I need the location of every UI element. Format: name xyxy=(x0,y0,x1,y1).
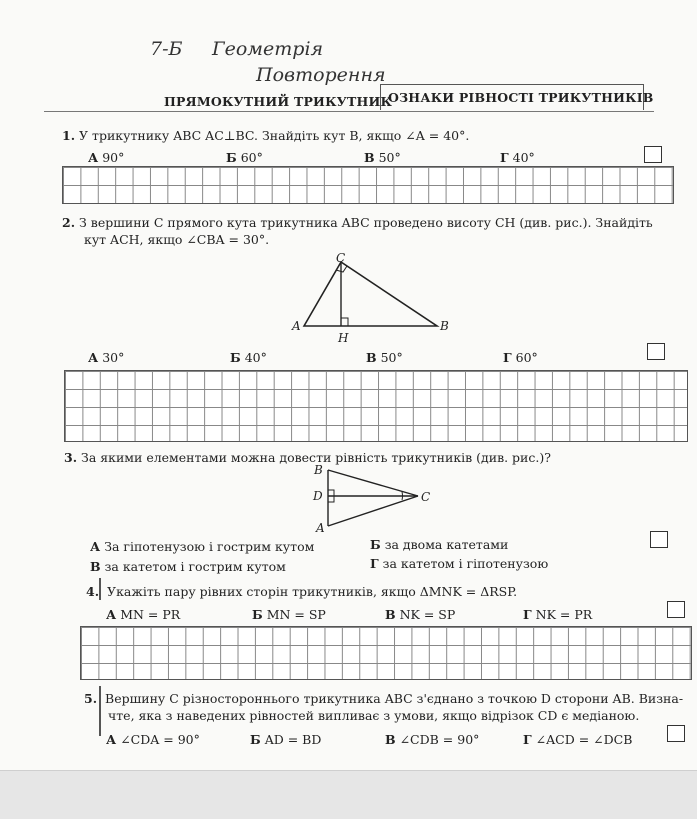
q1-option-d xyxy=(500,150,535,165)
q5-option-d-text: ∠ACD = ∠DCB xyxy=(535,732,633,747)
q3-option-c xyxy=(90,559,286,574)
q5-option-b-text: AD = BD xyxy=(264,732,322,747)
q1-option-a-letter: А xyxy=(88,150,99,165)
q5-option-c-letter: В xyxy=(385,732,396,747)
q5-option-a-letter: А xyxy=(106,732,117,747)
q4-option-a-text: MN = PR xyxy=(120,607,181,622)
question-3-text: За якими елементами можна довести рівність трикутників (див. рис.)? xyxy=(81,450,551,465)
q4-option-d-text: NK = PR xyxy=(535,607,593,622)
q3-answer-box[interactable] xyxy=(650,531,668,548)
question-4-text: Укажіть пару рівних сторін трикутників, якщо ΔMNK = ΔRSP. xyxy=(107,584,518,599)
q3-option-b-letter: Б xyxy=(370,537,381,552)
q1-option-b-letter: Б xyxy=(226,150,237,165)
q4-work-grid[interactable] xyxy=(80,626,692,680)
question-2-text-line2: кут ACH, якщо ∠CBA = 30°. xyxy=(84,232,270,247)
q4-option-b-letter: Б xyxy=(252,607,263,622)
q5-option-c-text: ∠CDB = 90° xyxy=(399,732,480,747)
question-4-number: 4. xyxy=(86,584,100,599)
q2-option-d-letter: Г xyxy=(503,350,512,365)
q2-option-b-letter: Б xyxy=(230,350,241,365)
q2-answer-box[interactable] xyxy=(647,343,665,360)
q5-option-b xyxy=(250,732,321,747)
q2-label-b: B xyxy=(440,319,449,333)
question-2-number: 2. xyxy=(62,215,76,230)
q5-answer-box[interactable] xyxy=(667,725,685,742)
q3-triangles-figure xyxy=(310,462,440,536)
q3-right-angle-1 xyxy=(328,490,334,496)
handwritten-subject: Геометрія xyxy=(212,38,324,60)
question-1-number: 1. xyxy=(62,128,76,143)
scan-bottom-band xyxy=(0,771,697,819)
q3-option-a-letter: А xyxy=(90,539,101,554)
header-right-title: ОЗНАКИ РІВНОСТІ ТРИКУТНИКІВ xyxy=(388,90,654,105)
q2-triangle xyxy=(304,262,437,326)
q2-option-a-letter: А xyxy=(88,350,99,365)
q1-answer-box[interactable] xyxy=(644,146,662,163)
q4-answer-box[interactable] xyxy=(667,601,685,618)
q5-option-d-letter: Г xyxy=(523,732,532,747)
q1-option-c xyxy=(364,150,401,165)
handwritten-topic: Повторення xyxy=(256,64,386,86)
question-1-text: У трикутнику ABC AC⊥BC. Знайдіть кут B, якщо ∠A = 40°. xyxy=(79,128,470,143)
q4-option-a-letter: А xyxy=(106,607,117,622)
question-3 xyxy=(64,449,551,466)
q1-option-a xyxy=(88,150,124,165)
header-rule xyxy=(44,111,654,112)
q4-option-d xyxy=(523,607,592,622)
q5-option-a-text: ∠CDA = 90° xyxy=(120,732,200,747)
q1-option-c-letter: В xyxy=(364,150,375,165)
q2-option-c xyxy=(366,350,403,365)
q3-label-b: B xyxy=(314,463,323,477)
q2-option-c-text: 50° xyxy=(380,350,403,365)
q3-angle-arc xyxy=(402,492,403,500)
q5-option-d xyxy=(523,732,632,747)
q4-option-d-letter: Г xyxy=(523,607,532,622)
question-5-text-line1: Вершину C різностороннього трикутника ABC з'єднано з точкою D сторони AB. Визна- xyxy=(105,691,684,706)
q1-option-c-text: 50° xyxy=(378,150,401,165)
q4-option-c-letter: В xyxy=(385,607,396,622)
q2-option-c-letter: В xyxy=(366,350,377,365)
q3-segment-ac xyxy=(328,496,418,526)
q3-label-a: A xyxy=(316,521,325,535)
q4-option-c xyxy=(385,607,455,622)
q2-label-a: A xyxy=(292,319,301,333)
q2-option-a xyxy=(88,350,124,365)
q3-option-b xyxy=(370,537,508,552)
q2-option-b-text: 40° xyxy=(244,350,267,365)
q3-option-d-text: за катетом і гіпотенузою xyxy=(382,556,549,571)
q3-option-d-letter: Г xyxy=(370,556,379,571)
handwritten-class: 7-Б xyxy=(150,38,183,60)
q2-work-grid[interactable] xyxy=(64,370,688,442)
q3-option-c-letter: В xyxy=(90,559,101,574)
question-5-number: 5. xyxy=(84,691,98,706)
q4-option-b xyxy=(252,607,326,622)
question-2 xyxy=(62,214,682,248)
q2-option-b xyxy=(230,350,267,365)
question-3-number: 3. xyxy=(64,450,78,465)
q1-option-b-text: 60° xyxy=(240,150,263,165)
q1-option-a-text: 90° xyxy=(102,150,125,165)
q1-option-b xyxy=(226,150,263,165)
q4-option-c-text: NK = SP xyxy=(399,607,456,622)
q3-option-c-text: за катетом і гострим кутом xyxy=(104,559,286,574)
question-5 xyxy=(84,690,694,724)
q3-option-a-text: За гіпотенузою і гострим кутом xyxy=(104,539,315,554)
q2-triangle-figure xyxy=(286,250,456,346)
q2-option-a-text: 30° xyxy=(102,350,125,365)
q2-label-h: H xyxy=(338,331,349,345)
question-4 xyxy=(86,583,517,600)
q3-option-b-text: за двома катетами xyxy=(384,537,509,552)
q1-option-d-letter: Г xyxy=(500,150,509,165)
q3-label-c: C xyxy=(421,490,431,504)
question-5-text-line2: чте, яка з наведених рівностей випливає з умови, якщо відрізок CD є медіаною. xyxy=(108,708,640,723)
header-left-title: ПРЯМОКУТНИЙ ТРИКУТНИК xyxy=(164,94,393,109)
q3-label-d: D xyxy=(313,489,323,503)
q3-option-a xyxy=(90,539,314,554)
question-2-text-line1: З вершини C прямого кута трикутника ABC проведено висоту CH (див. рис.). Знайдіть xyxy=(79,215,653,230)
q1-option-d-text: 40° xyxy=(512,150,535,165)
q2-option-d-text: 60° xyxy=(515,350,538,365)
q3-right-angle-2 xyxy=(328,496,334,502)
q3-segment-bc xyxy=(328,470,418,496)
q5-option-c xyxy=(385,732,479,747)
q1-work-grid[interactable] xyxy=(62,166,674,204)
q4-option-a xyxy=(106,607,180,622)
q2-label-c: C xyxy=(336,251,346,265)
q4-option-b-text: MN = SP xyxy=(266,607,326,622)
question-1 xyxy=(62,127,469,144)
q5-option-a xyxy=(106,732,200,747)
q3-option-d xyxy=(370,556,548,571)
q5-option-b-letter: Б xyxy=(250,732,261,747)
q2-right-angle-h xyxy=(341,318,348,326)
q2-option-d xyxy=(503,350,538,365)
